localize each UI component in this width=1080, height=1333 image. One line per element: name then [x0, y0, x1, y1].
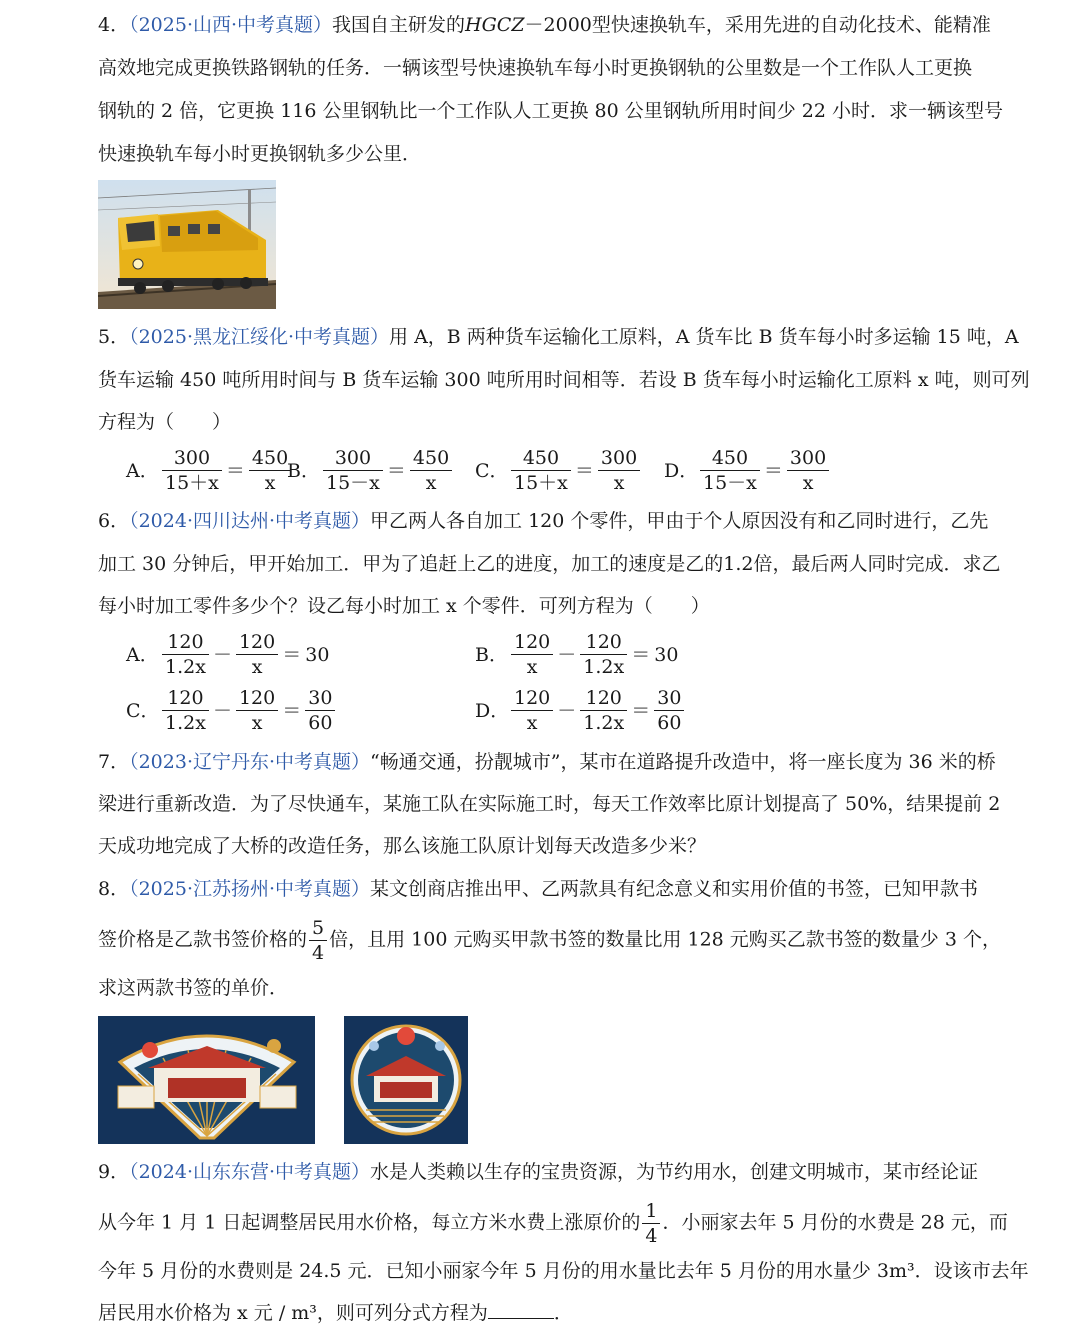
q9-line-1	[98, 1157, 990, 1187]
rail-car-photo	[98, 180, 276, 309]
q7-text: “畅通交通，扮靓城市”，某市在道路提升改造中，将一座长度为 36 米的桥	[370, 751, 996, 773]
option-label: C．	[475, 459, 509, 482]
q7-source: （2023·辽宁丹东·中考真题）	[129, 751, 371, 773]
option-label: A．	[126, 643, 159, 666]
q5-number: 5．	[98, 326, 130, 348]
q4-line-1	[98, 10, 990, 40]
fraction: $\frac{450}{15+x}$	[511, 446, 571, 495]
fraction: $\frac{300}{x}$	[787, 446, 829, 495]
q4-line-4: 快速换轨车每小时更换钢轨多少公里．	[98, 143, 422, 165]
q5-line-3: 方程为（ ）	[98, 411, 232, 433]
q6-option-d[interactable]: D． $\frac{120}{x}$ － $\frac{120}{1.2x}$ ＝ $\frac{30}{60}$	[475, 686, 686, 735]
q6-option-b[interactable]: B． $\frac{120}{x}$ － $\frac{120}{1.2x}$ ＝ 30	[475, 631, 679, 678]
q6-source: （2024·四川达州·中考真题）	[129, 510, 371, 532]
q9-number: 9．	[98, 1161, 130, 1183]
q9-line-2: 从今年 1 月 1 日起调整居民用水价格，每立方米水费上涨原价的 $\frac{1}{4}$ ．小丽家去年 5 月份的水费是 28 元，而	[98, 1200, 1008, 1247]
q6-line-1	[98, 506, 990, 536]
fraction: $\frac{450}{x}$	[410, 446, 452, 495]
option-label: A．	[126, 459, 159, 482]
fraction: $\frac{300}{15-x}$	[323, 446, 383, 495]
fraction: $\frac{120}{1.2x}$	[162, 686, 209, 735]
q5-line-1	[98, 322, 1019, 352]
fraction: $\frac{120}{1.2x}$	[162, 630, 209, 679]
option-label: C．	[126, 699, 160, 722]
fraction: $\frac{1}{4}$	[642, 1199, 660, 1248]
fraction: $\frac{300}{x}$	[598, 446, 640, 495]
q6-number: 6．	[98, 510, 130, 532]
q4-source: （2025·山西·中考真题）	[129, 14, 333, 36]
fraction: $\frac{120}{x}$	[236, 686, 278, 735]
q5-text: 用 A，B 两种货车运输化工原料，A 货车比 B 货车每小时多运输 15 吨，A	[389, 326, 1019, 348]
q6-option-a[interactable]: A． $\frac{120}{1.2x}$ － $\frac{120}{x}$ ＝ 30	[126, 631, 330, 678]
q8-line-1	[98, 874, 990, 904]
fraction: $\frac{120}{x}$	[236, 630, 278, 679]
q8-source: （2025·江苏扬州·中考真题）	[129, 878, 371, 900]
q7-number: 7．	[98, 751, 130, 773]
q8-text: 某文创商店推出甲、乙两款具有纪念意义和实用价值的书签，已知甲款书	[370, 878, 979, 900]
q4-line-2: 高效地完成更换铁路钢轨的任务．一辆该型号快速换轨车每小时更换钢轨的公里数是一个工作队人工更换	[98, 57, 973, 79]
q9-text: 水是人类赖以生存的宝贵资源，为节约用水，创建文明城市，某市经论证	[370, 1161, 979, 1183]
q4-line-3: 钢轨的 2 倍，它更换 116 公里钢轨比一个工作队人工更换 80 公里钢轨所用时间少 22 小时．求一辆该型号	[98, 100, 1004, 122]
fraction: $\frac{120}{x}$	[511, 686, 553, 735]
q8-number: 8．	[98, 878, 130, 900]
q9-source: （2024·山东东营·中考真题）	[129, 1161, 371, 1183]
q6-line-2: 加工 30 分钟后，甲开始加工．甲为了追赶上乙的进度，加工的速度是乙的1.2倍，最后两人同时完成．求乙	[98, 553, 1001, 575]
option-label: B．	[287, 459, 320, 482]
fan-bookmark-image	[98, 1016, 315, 1144]
q6-option-c[interactable]: C． $\frac{120}{1.2x}$ － $\frac{120}{x}$ ＝ $\frac{30}{60}$	[126, 686, 337, 735]
q4-number: 4．	[98, 14, 130, 36]
q6-line-3: 每小时加工零件多少个？设乙每小时加工 x 个零件．可列方程为（ ）	[98, 595, 710, 617]
fraction: $\frac{450}{15-x}$	[700, 446, 760, 495]
q5-option-b[interactable]: B． $\frac{300}{15-x}$ ＝ $\frac{450}{x}$	[287, 446, 454, 495]
fraction: $\frac{120}{1.2x}$	[580, 686, 627, 735]
q6-text: 甲乙两人各自加工 120 个零件，甲由于个人原因没有和乙同时进行，乙先	[370, 510, 989, 532]
q9-line-4: 居民用水价格为 x 元 / m³，则可列分式方程为 ．	[98, 1302, 573, 1324]
fraction: $\frac{120}{x}$	[511, 630, 553, 679]
q4-model: HGCZ	[465, 14, 525, 36]
q5-option-d[interactable]: D． $\frac{450}{15-x}$ ＝ $\frac{300}{x}$	[664, 446, 831, 495]
fraction: $\frac{300}{15+x}$	[162, 446, 222, 495]
q5-option-a[interactable]: A． $\frac{300}{15+x}$ ＝ $\frac{450}{x}$	[126, 446, 293, 495]
option-label: D．	[475, 699, 510, 722]
q7-line-2: 梁进行重新改造．为了尽快通车，某施工队在实际施工时，每天工作效率比原计划提高了 50%，结果提前 2	[98, 793, 1001, 815]
option-label: D．	[664, 459, 699, 482]
option-label: B．	[475, 643, 508, 666]
fraction: $\frac{30}{60}$	[305, 686, 335, 735]
fraction: $\frac{120}{1.2x}$	[580, 630, 627, 679]
q5-line-2: 货车运输 450 吨所用时间与 B 货车运输 300 吨所用时间相等．若设 B 货车每小时运输化工原料 x 吨，则可列	[98, 369, 1030, 391]
round-bookmark-image	[344, 1016, 468, 1144]
q8-line-2: 签价格是乙款书签价格的 $\frac{5}{4}$ 倍，且用 100 元购买甲款书签的数量比用 128 元购买乙款书签的数量少 3 个，	[98, 917, 1001, 964]
fraction: $\frac{5}{4}$	[309, 916, 327, 965]
q4-text-b: －2000型快速换轨车，采用先进的自动化技术、能精准	[524, 14, 991, 36]
fraction: $\frac{450}{x}$	[249, 446, 291, 495]
q8-line-3: 求这两款书签的单价．	[98, 977, 289, 999]
q7-line-3: 天成功地完成了大桥的改造任务，那么该施工队原计划每天改造多少米？	[98, 835, 707, 857]
q5-source: （2025·黑龙江绥化·中考真题）	[129, 326, 390, 348]
q9-line-3: 今年 5 月份的水费则是 24.5 元．已知小丽家今年 5 月份的用水量比去年 5 月份的用水量少 3m³．设该市去年	[98, 1260, 1029, 1282]
fraction: $\frac{30}{60}$	[654, 686, 684, 735]
q4-text-a: 我国自主研发的	[332, 14, 466, 36]
q5-option-c[interactable]: C． $\frac{450}{15+x}$ ＝ $\frac{300}{x}$	[475, 446, 642, 495]
answer-blank[interactable]	[488, 1300, 554, 1319]
q7-line-1	[98, 747, 996, 777]
